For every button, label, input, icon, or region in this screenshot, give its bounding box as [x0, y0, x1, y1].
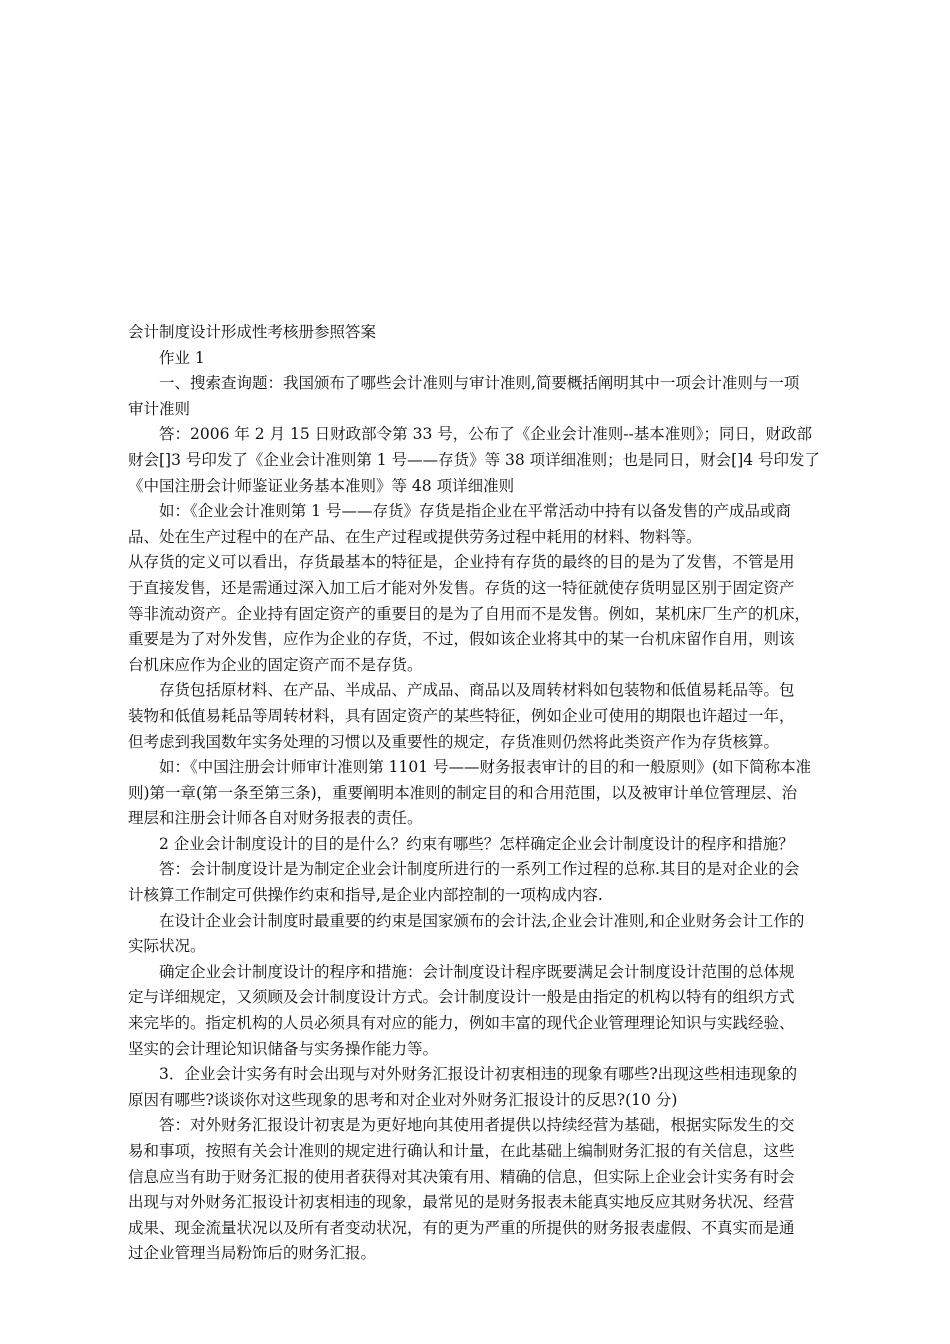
audit-standard-line: 如：《中国注册会计师审计准则第 1101 号——财务报表审计的目的和一般原则》(如下简称本准 [159, 758, 812, 777]
question-1-line: 一、搜索查询题：我国颁布了哪些会计准则与审计准则,简要概括阐明其中一项会计准则与一项 [159, 374, 800, 393]
procedure-paragraph-line: 定与详细规定，又须顾及会计制度设计方式。会计制度设计一般是由指定的机构以特有的组织方式 [128, 988, 795, 1007]
inventory-paragraph-line: 品、处在生产过程中的在产品、在生产过程或提供劳务过程中耗用的材料、物料等。 [128, 527, 702, 546]
answer-3-line: 出现与对外财务汇报设计初衷相违的现象，最常见的是财务报表未能真实地反应其财务状况、经营 [128, 1193, 795, 1212]
answer-3-line: 易和事项，按照有关会计准则的规定进行确认和计量，在此基础上编制财务汇报的有关信息，这些 [128, 1142, 795, 1160]
answer-3-line: 成果、现金流量状况以及所有者变动状况，有的更为严重的所提供的财务报表虚假、不真实而是通 [128, 1218, 795, 1237]
inventory-scope-line: 但考虑到我国数年实务处理的习惯以及重要性的规定，存货准则仍然将此类资产作为存货核算。 [128, 732, 780, 751]
answer-1-line: 《中国注册会计师鉴证业务基本准则》等 48 项详细准则 [128, 476, 515, 495]
inventory-definition-line: 从存货的定义可以看出，存货最基本的特征是，企业持有存货的最终的目的是为了发售，不管是用 [128, 553, 795, 572]
answer-1-line: 财会[]3 号印发了《企业会计准则第 1 号——存货》等 38 项详细准则；也是同日，财会[]4 号印发了 [128, 450, 821, 469]
procedure-paragraph-line: 来完毕的。指定机构的人员必须具有对应的能力，例如丰富的现代企业管理理论知识与实践经验、 [128, 1014, 795, 1033]
answer-3-line: 过企业管理当局粉饰后的财务汇报。 [128, 1244, 377, 1263]
answer-3-line: 信息应当有助于财务汇报的使用者获得对其决策有用、精确的信息，但实际上企业会计实务有时会 [128, 1167, 795, 1186]
inventory-definition-line: 重要是为了对外发售，应作为企业的存货，不过，假如该企业将其中的某一台机床留作自用，则该 [128, 630, 795, 649]
constraint-paragraph-line: 在设计企业会计制度时最重要的约束是国家颁布的会计法,企业会计准则,和企业财务会计工作的 [159, 911, 805, 930]
procedure-paragraph-line: 坚实的会计理论知识储备与实务操作能力等。 [128, 1039, 439, 1058]
question-3-line: 原因有哪些?谈谈你对这些现象的思考和对企业对外财务汇报设计的反思?(10 分) [128, 1090, 678, 1109]
inventory-scope-line: 存货包括原材料、在产品、半成品、产成品、商品以及周转材料如包装物和低值易耗品等。包 [159, 681, 795, 700]
audit-standard-line: 则)第一章(第一条至第三条)，重要阐明本准则的制定目的和合用范围，以及被审计单位管理层、治 [128, 783, 798, 802]
inventory-scope-line: 装物和低值易耗品等周转材料，具有固定资产的某些特征，例如企业可使用的期限也许超过一年， [128, 706, 795, 725]
assignment-heading: 作业 1 [159, 348, 205, 367]
answer-2-line: 计核算工作制定可供操作约束和指导,是企业内部控制的一项构成内容. [128, 886, 603, 905]
inventory-paragraph-line: 如：《企业会计准则第 1 号——存货》存货是指企业在平常活动中持有以备发售的产成品或商 [159, 502, 791, 521]
answer-2-line: 答：会计制度设计是为制定企业会计制度所进行的一系列工作过程的总称.其目的是对企业的会 [159, 860, 800, 879]
document-title: 会计制度设计形成性考核册参照答案 [128, 323, 377, 341]
inventory-definition-line: 等非流动资产。企业持有固定资产的重要目的是为了自用而不是发售。例如，某机床厂生产的机床， [128, 604, 811, 623]
question-1-line: 审计准则 [128, 399, 191, 418]
inventory-definition-line: 台机床应作为企业的固定资产而不是存货。 [128, 655, 423, 674]
answer-1-line: 答：2006 年 2 月 15 日财政部令第 33 号，公布了《企业会计准则--基本准则》；同日，财政部 [159, 425, 812, 444]
question-2-line: 2 企业会计制度设计的目的是什么？约束有哪些？怎样确定企业会计制度设计的程序和措施？ [159, 834, 794, 853]
audit-standard-line: 理层和注册会计师各自对财务报表的责任。 [128, 809, 423, 828]
question-3-line: 3．企业会计实务有时会出现与对外财务汇报设计初衷相违的现象有哪些?出现这些相违现象的 [159, 1065, 798, 1084]
constraint-paragraph-line: 实际状况。 [128, 937, 206, 956]
inventory-definition-line: 于直接发售，还是需通过深入加工后才能对外发售。存货的这一特征就使存货明显区别于固定资产 [128, 578, 795, 597]
answer-3-line: 答：对外财务汇报设计初衷是为更好地向其使用者提供以持续经营为基础，根据实际发生的交 [159, 1116, 795, 1135]
procedure-paragraph-line: 确定企业会计制度设计的程序和措施：会计制度设计程序既要满足会计制度设计范围的总体规 [159, 962, 795, 981]
document-body [128, 320, 860, 1267]
